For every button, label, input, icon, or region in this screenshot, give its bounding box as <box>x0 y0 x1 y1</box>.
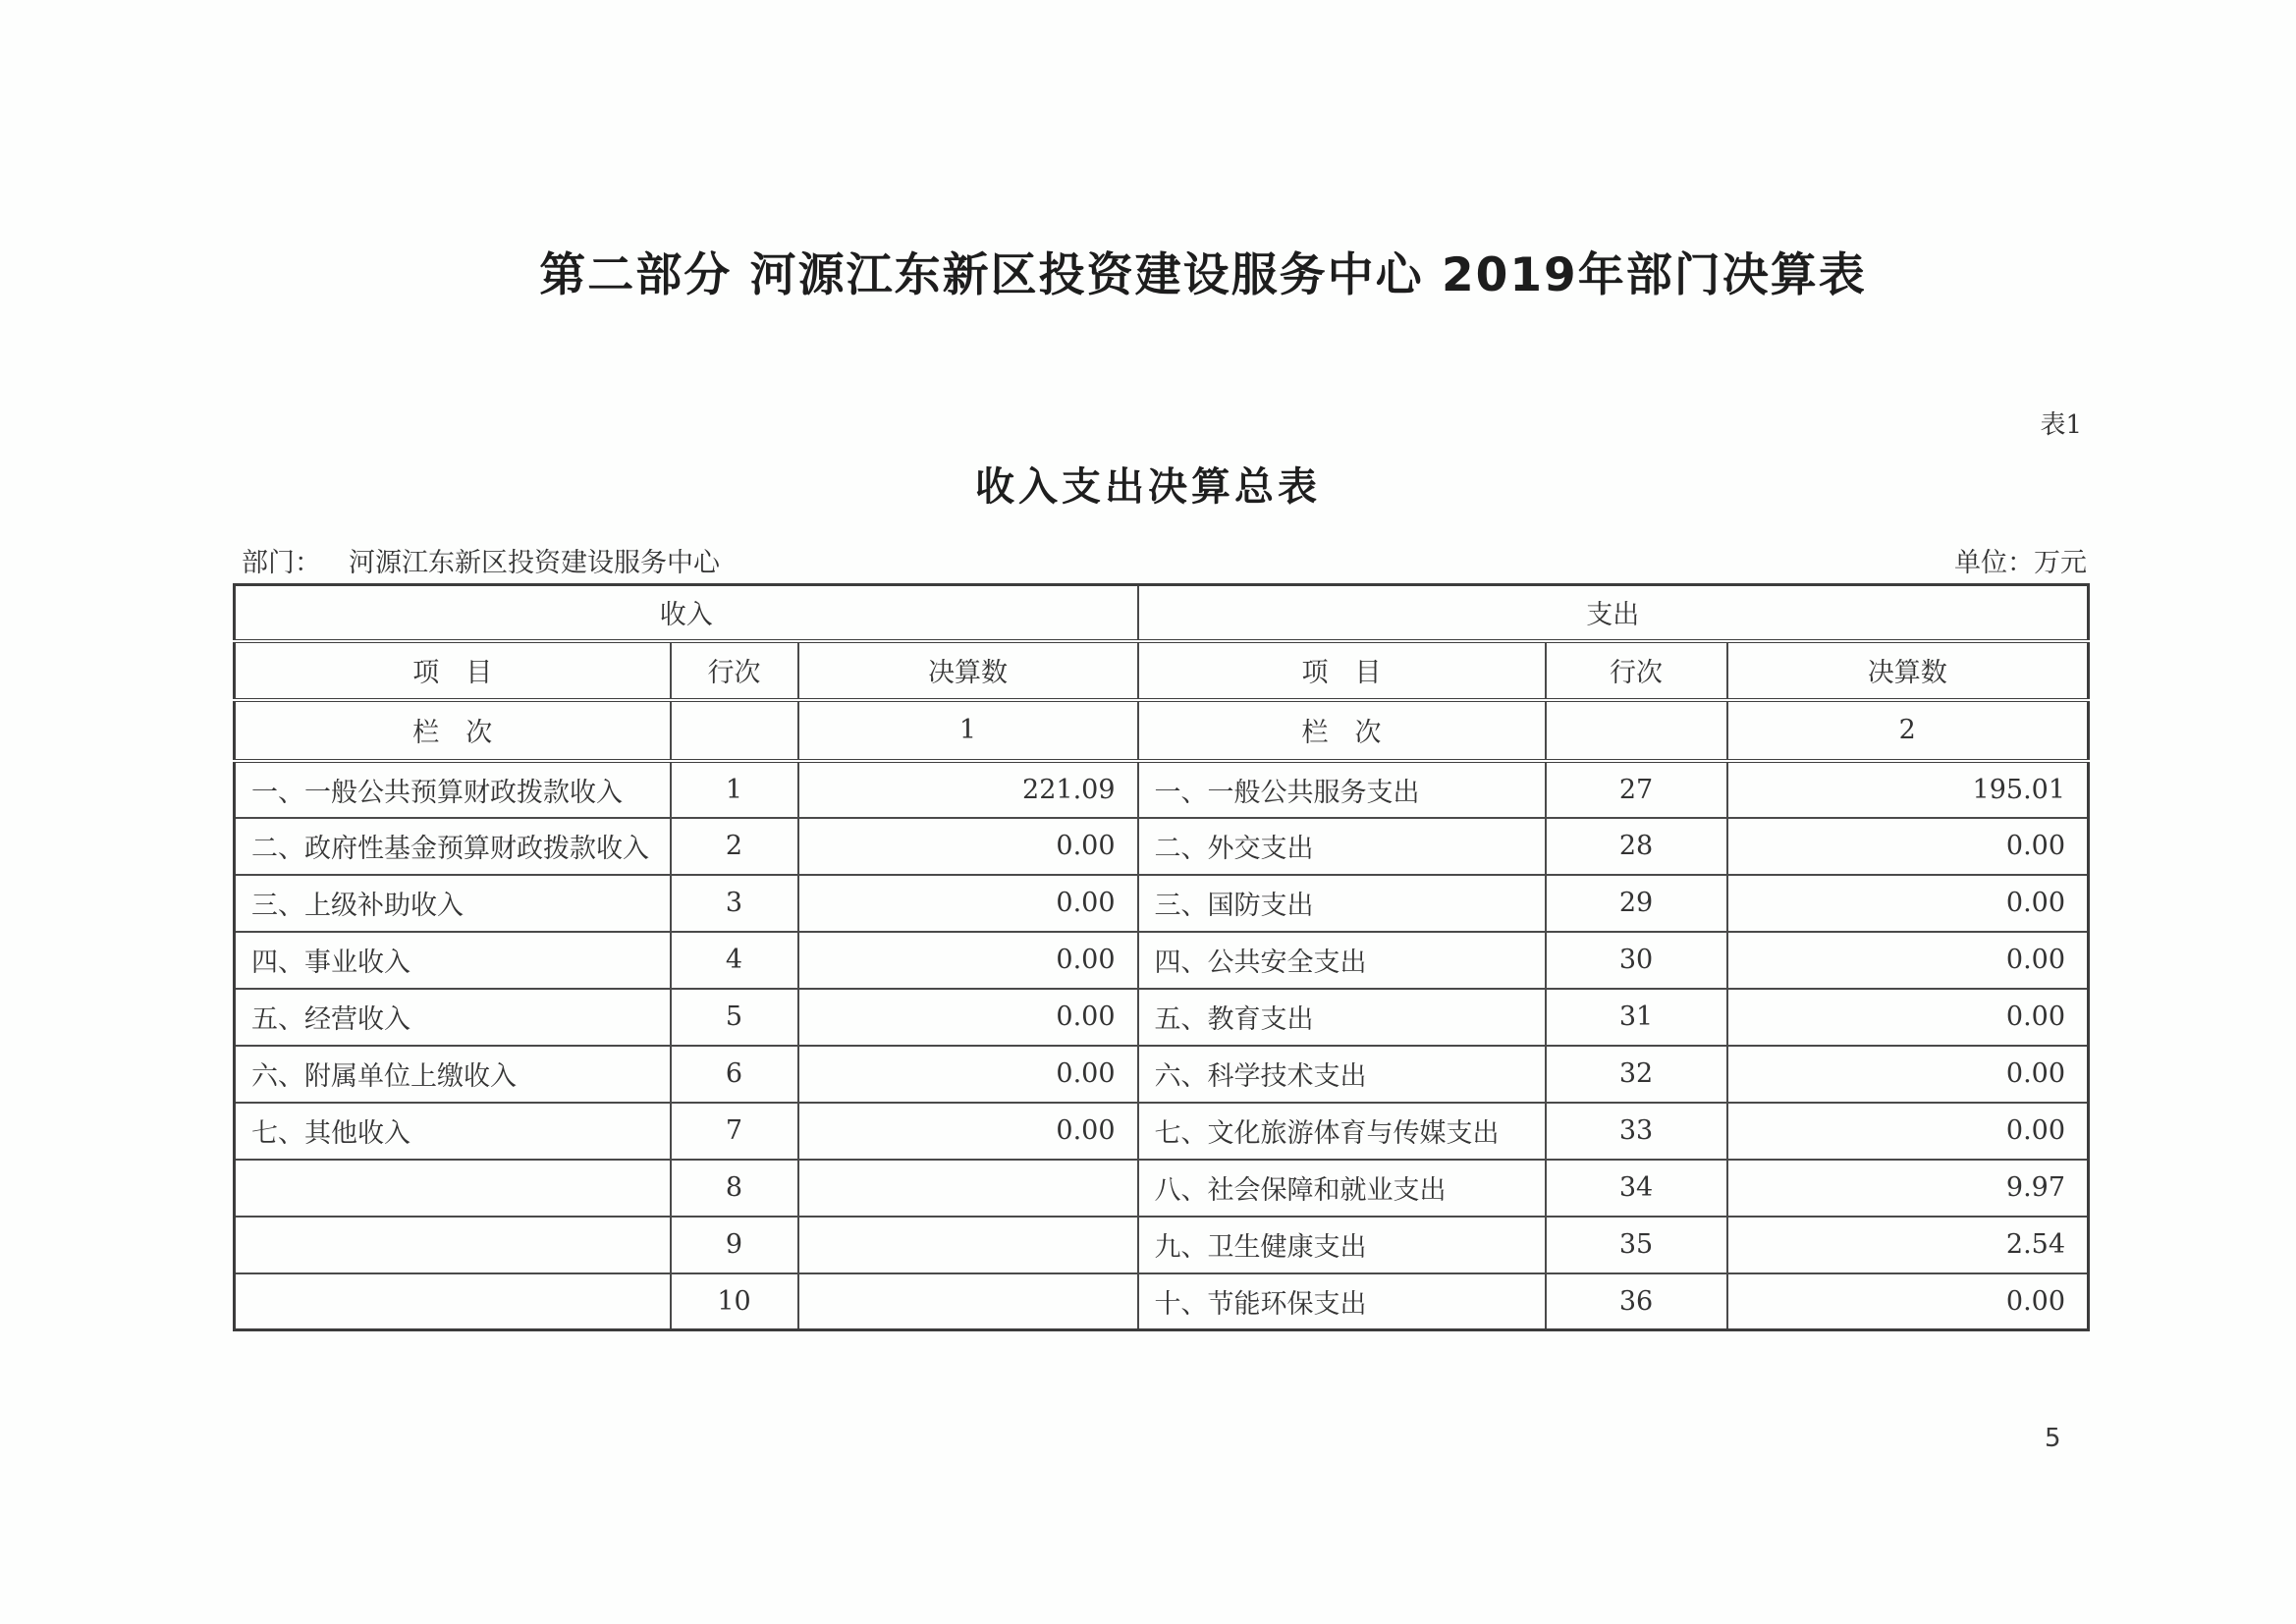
income-line-cell: 7 <box>671 1103 798 1160</box>
column-header-row <box>235 641 2089 700</box>
income-item-cell: 四、事业收入 <box>235 932 671 989</box>
expense-line-cell: 33 <box>1546 1103 1727 1160</box>
table-row <box>235 875 2089 932</box>
expense-line-cell: 27 <box>1546 761 1727 818</box>
income-column-index: 1 <box>798 700 1138 761</box>
expense-item-cell: 九、卫生健康支出 <box>1138 1217 1546 1273</box>
income-line-cell: 2 <box>671 818 798 875</box>
table-body <box>235 585 2089 1330</box>
expense-column-index: 2 <box>1727 700 2089 761</box>
income-lanci-blank <box>671 700 798 761</box>
expense-amount-cell: 0.00 <box>1727 1103 2089 1160</box>
income-line-cell: 5 <box>671 989 798 1046</box>
table-row <box>235 989 2089 1046</box>
income-line-cell: 10 <box>671 1273 798 1330</box>
income-item-cell: 六、附属单位上缴收入 <box>235 1046 671 1103</box>
column-index-row <box>235 700 2089 761</box>
expense-line-cell: 35 <box>1546 1217 1727 1273</box>
income-amount-cell: 221.09 <box>798 761 1138 818</box>
table-row <box>235 818 2089 875</box>
income-line-cell: 3 <box>671 875 798 932</box>
income-line-cell: 8 <box>671 1160 798 1217</box>
expense-item-cell: 七、文化旅游体育与传媒支出 <box>1138 1103 1546 1160</box>
unit-label: 单位：万元 <box>1954 548 2087 578</box>
expense-item-cell: 一、一般公共服务支出 <box>1138 761 1546 818</box>
expense-item-cell: 六、科学技术支出 <box>1138 1046 1546 1103</box>
income-amount-cell <box>798 1160 1138 1217</box>
table-row <box>235 1046 2089 1103</box>
expense-line-cell: 28 <box>1546 818 1727 875</box>
expense-line-header: 行次 <box>1546 641 1727 700</box>
income-item-cell <box>235 1217 671 1273</box>
income-amount-cell <box>798 1217 1138 1273</box>
expense-lanci-label: 栏 次 <box>1138 700 1546 761</box>
income-item-cell: 七、其他收入 <box>235 1103 671 1160</box>
income-section-header: 收入 <box>235 585 1138 641</box>
expense-line-cell: 30 <box>1546 932 1727 989</box>
expense-amount-cell: 0.00 <box>1727 818 2089 875</box>
table-row <box>235 1217 2089 1273</box>
income-line-cell: 1 <box>671 761 798 818</box>
income-item-cell: 二、政府性基金预算财政拨款收入 <box>235 818 671 875</box>
income-line-cell: 6 <box>671 1046 798 1103</box>
expense-amount-cell: 0.00 <box>1727 932 2089 989</box>
table-row <box>235 1103 2089 1160</box>
income-amount-cell: 0.00 <box>798 932 1138 989</box>
department-line <box>242 541 720 579</box>
expense-amount-cell: 0.00 <box>1727 1046 2089 1103</box>
expense-amount-header: 决算数 <box>1727 641 2089 700</box>
expense-amount-cell: 2.54 <box>1727 1217 2089 1273</box>
expense-line-cell: 31 <box>1546 989 1727 1046</box>
expense-item-cell: 三、国防支出 <box>1138 875 1546 932</box>
expense-item-header: 项 目 <box>1138 641 1546 700</box>
income-line-cell: 4 <box>671 932 798 989</box>
expense-line-cell: 36 <box>1546 1273 1727 1330</box>
table-number-label: 表1 <box>2040 410 2082 440</box>
expense-section-header: 支出 <box>1138 585 2089 641</box>
income-amount-cell: 0.00 <box>798 875 1138 932</box>
table-row <box>235 1273 2089 1330</box>
income-item-cell: 三、上级补助收入 <box>235 875 671 932</box>
expense-line-cell: 32 <box>1546 1046 1727 1103</box>
section-header-row <box>235 585 2089 641</box>
income-expense-summary-table <box>233 583 2090 1331</box>
expense-amount-cell: 9.97 <box>1727 1160 2089 1217</box>
expense-line-cell: 34 <box>1546 1160 1727 1217</box>
income-amount-cell: 0.00 <box>798 1103 1138 1160</box>
income-amount-cell <box>798 1273 1138 1330</box>
table-row <box>235 761 2089 818</box>
department-value: 河源江东新区投资建设服务中心 <box>349 548 720 578</box>
expense-amount-cell: 0.00 <box>1727 1273 2089 1330</box>
income-amount-header: 决算数 <box>798 641 1138 700</box>
income-line-cell: 9 <box>671 1217 798 1273</box>
income-item-cell: 五、经营收入 <box>235 989 671 1046</box>
table-title: 收入支出决算总表 <box>975 464 1321 510</box>
income-item-cell <box>235 1160 671 1217</box>
income-amount-cell: 0.00 <box>798 989 1138 1046</box>
department-label: 部门： <box>242 548 321 578</box>
page-number: 5 <box>2045 1424 2061 1453</box>
income-lanci-label: 栏 次 <box>235 700 671 761</box>
expense-amount-cell: 0.00 <box>1727 989 2089 1046</box>
income-item-cell: 一、一般公共预算财政拨款收入 <box>235 761 671 818</box>
table-row <box>235 932 2089 989</box>
expense-item-cell: 十、节能环保支出 <box>1138 1273 1546 1330</box>
document-title: 第二部分 河源江东新区投资建设服务中心 2019年部门决算表 <box>539 248 1867 302</box>
income-amount-cell: 0.00 <box>798 818 1138 875</box>
expense-amount-cell: 0.00 <box>1727 875 2089 932</box>
table-row <box>235 1160 2089 1217</box>
expense-item-cell: 二、外交支出 <box>1138 818 1546 875</box>
income-amount-cell: 0.00 <box>798 1046 1138 1103</box>
expense-lanci-blank <box>1546 700 1727 761</box>
income-line-header: 行次 <box>671 641 798 700</box>
expense-amount-cell: 195.01 <box>1727 761 2089 818</box>
expense-item-cell: 四、公共安全支出 <box>1138 932 1546 989</box>
income-item-header: 项 目 <box>235 641 671 700</box>
expense-line-cell: 29 <box>1546 875 1727 932</box>
expense-item-cell: 五、教育支出 <box>1138 989 1546 1046</box>
income-item-cell <box>235 1273 671 1330</box>
expense-item-cell: 八、社会保障和就业支出 <box>1138 1160 1546 1217</box>
table-meta-line <box>242 541 2087 579</box>
